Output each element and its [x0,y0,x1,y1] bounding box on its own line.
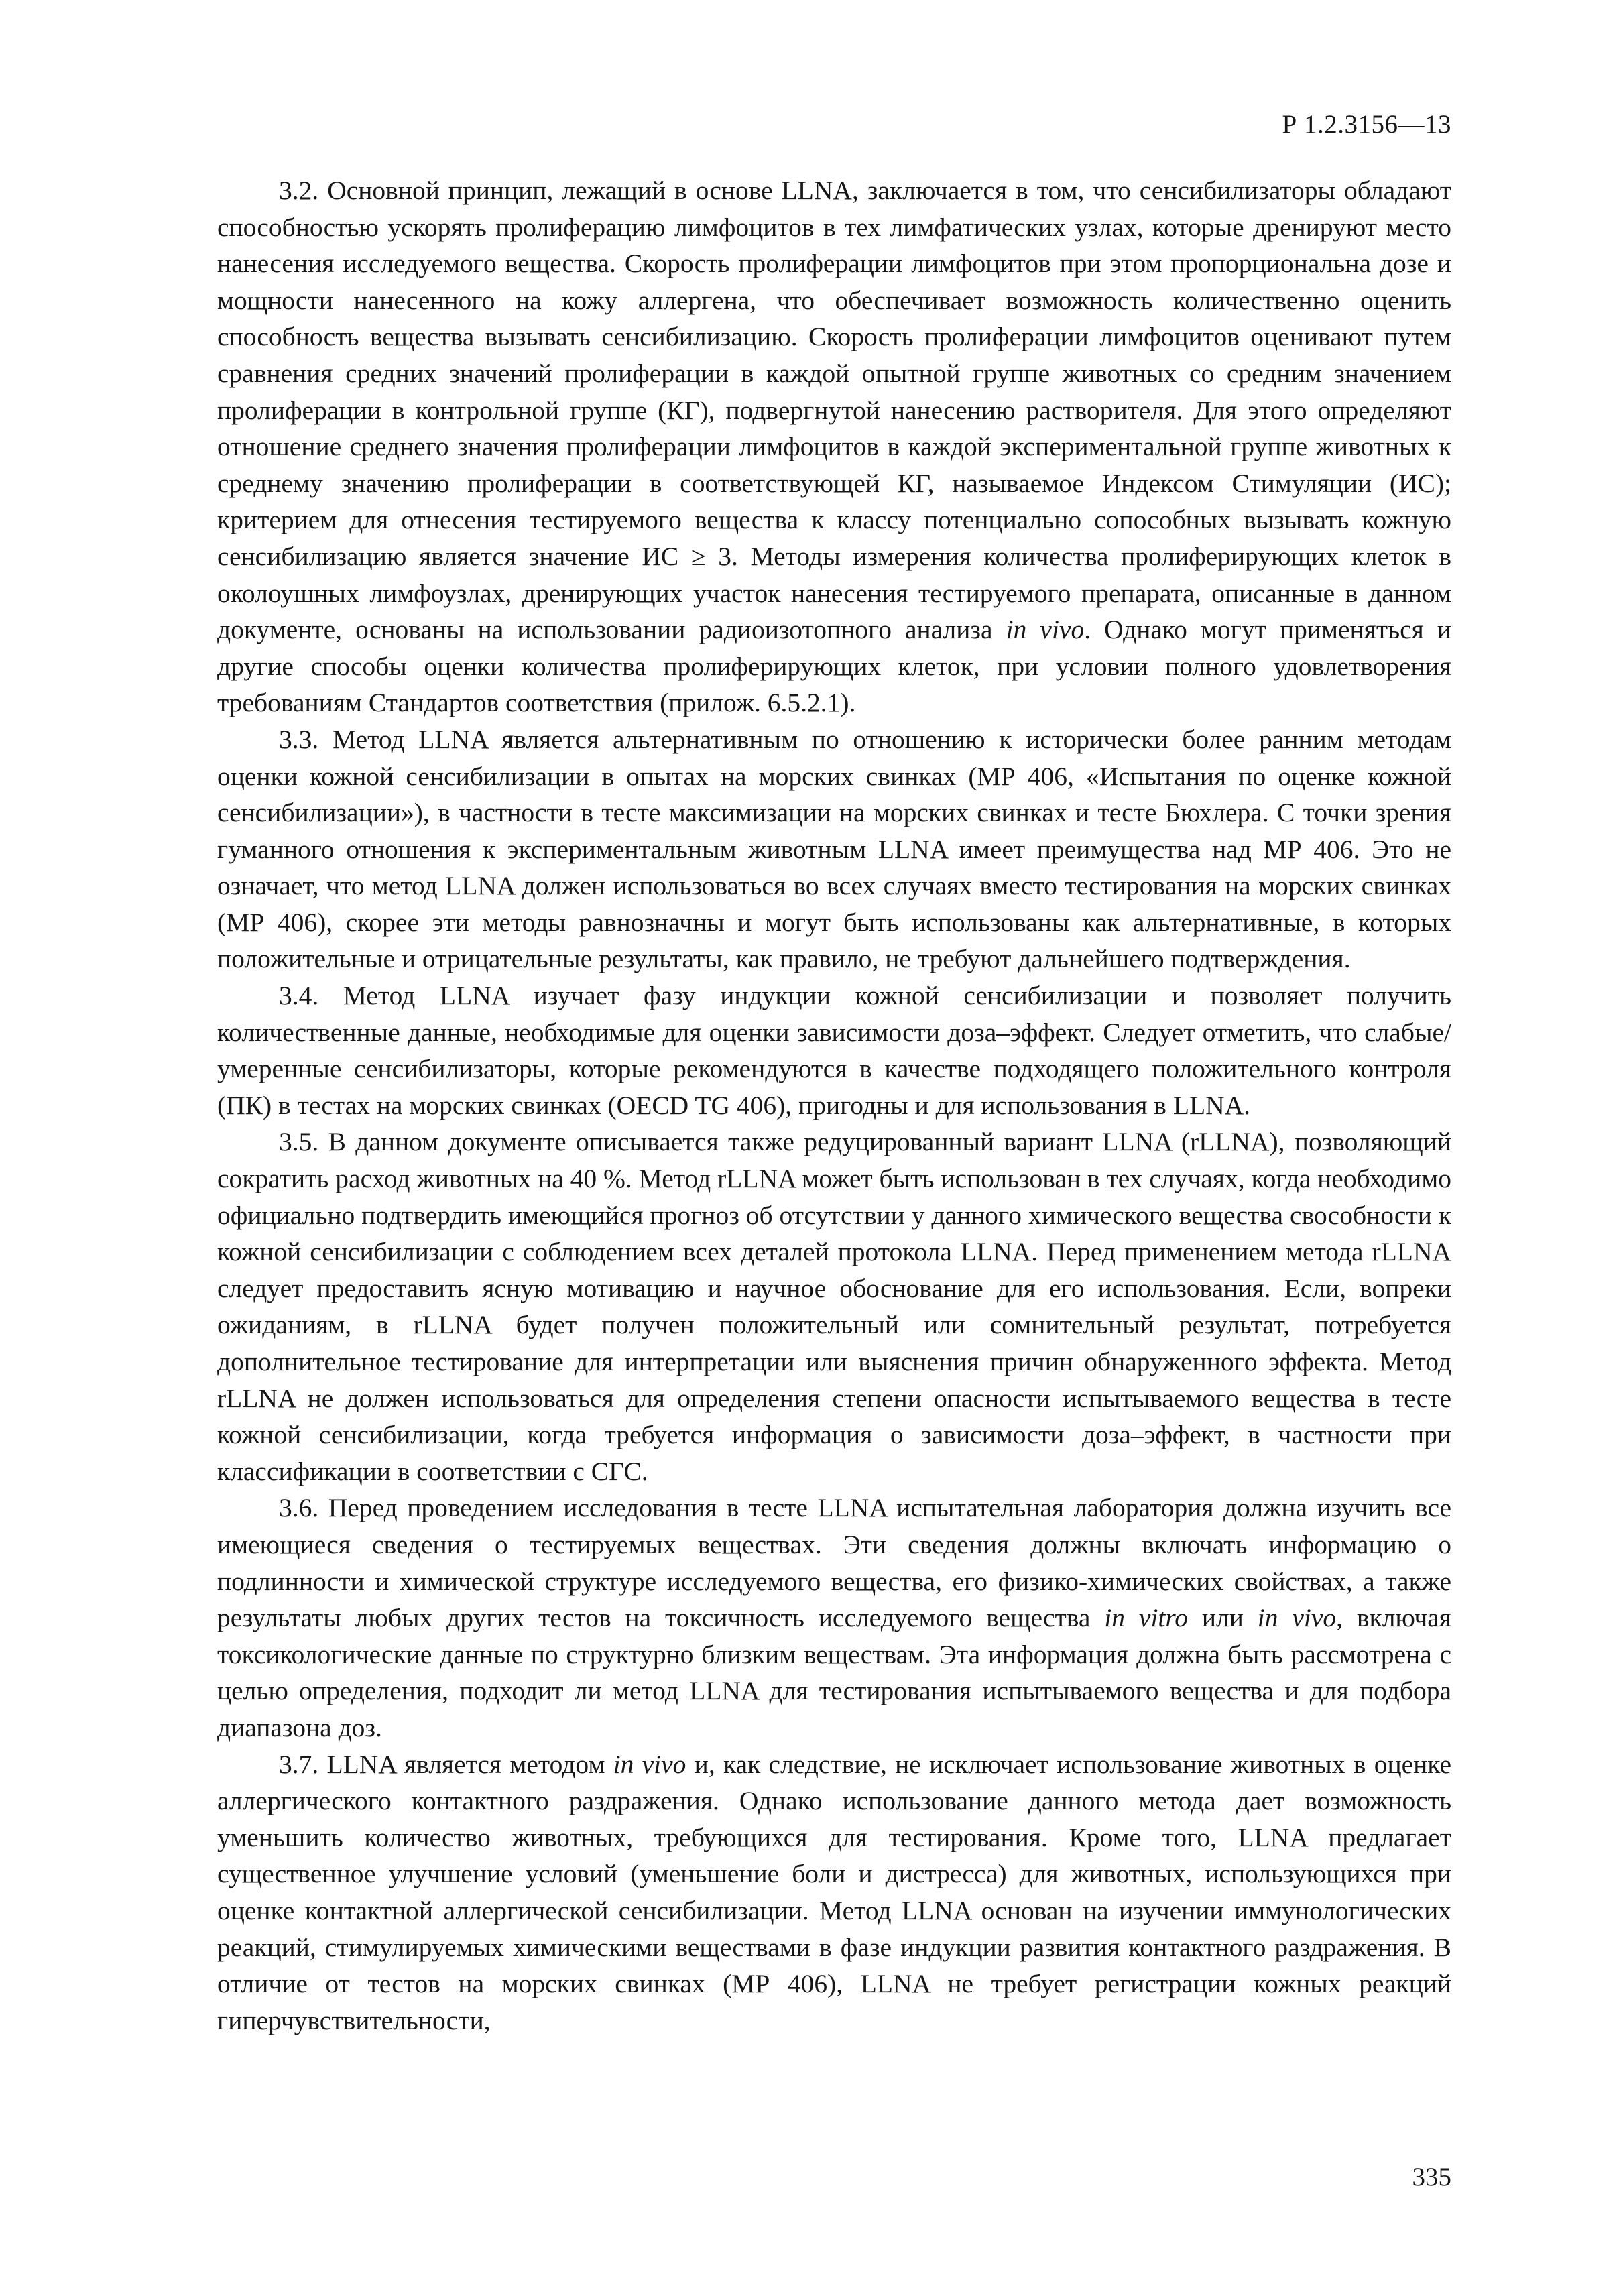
paragraph-text: 3.6. Перед проведением исследования в тесте LLNA испытательная лаборатория должна изучить все имеющиеся сведения о тестируемых веществах. Эти сведения должны включать информацию о подлинности и химической структуре исследуемого вещества, его физико-химических свойствах, а также результаты любых других тестов на токсичность исследуемого вещества [217,1493,1451,1633]
document-body [217,172,1451,2039]
page-number: 335 [1412,2163,1451,2191]
paragraph [217,1490,1451,1746]
italic-term: in vivo [1257,1603,1337,1633]
paragraph-text: 3.2. Основной принцип, лежащий в основе LLNA, заключается в том, что сенсибилизаторы обладают способностью ускорять пролиферацию лимфоцитов в тех лимфатических узлах, которые дренируют место нанесения исследуемого вещества. Скорость пролиферации лимфоцитов при этом пропорциональна дозе и мощности нанесенного на кожу аллергена, что обеспечивает возможность количественно оценить способность вещества вызывать сенсибилизацию. Скорость пролиферации лимфоцитов оценивают путем сравнения средних значений пролиферации в каждой опытной группе животных со средним значением пролиферации в контрольной группе (КГ), подвергнутой нанесению растворителя. Для этого определяют отношение среднего значения пролиферации лимфоцитов в каждой экспериментальной группе животных к среднему значению пролиферации в соответствующей КГ, называемое Индексом Стимуляции (ИС); критерием для отнесения тестируемого вещества к классу потенциально сопособных вызывать кожную сенсибилизацию является значение ИС ≥ 3. Методы измерения количества пролиферирующих клеток в околоушных лимфоузлах, дренирующих участок нанесения тестируемого препарата, описанные в данном документе, основаны на использовании радиоизотопного анализа [217,176,1451,645]
paragraph-text: 3.5. В данном документе описывается также редуцированный вариант LLNA (rLLNA), позволяющий сократить расход животных на 40 %. Метод rLLNA может быть использован в тех случаях, когда необходимо официально подтвердить имеющийся прогноз об отсутствии у данного химического вещества свособности к кожной сенсибилизации с соблюдением всех деталей протокола LLNA. Перед применением метода rLLNA следует предоставить ясную мотивацию и научное обоснование для его использования. Если, вопреки ожиданиям, в rLLNA будет получен положительный или сомнительный результат, потребуется дополнительное тестирование для интерпретации или выяснения причин обнаруженного эффекта. Метод rLLNA не должен использоваться для определения степени опасности испытываемого вещества в тесте кожной сенсибилизации, когда требуется информация о зависимости доза–эффект, в частности при классификации в соответствии с СГС. [217,1127,1451,1486]
paragraph-text: или [1188,1603,1258,1633]
paragraph [217,1746,1451,2039]
paragraph [217,977,1451,1124]
italic-term: in vivo [613,1749,686,1779]
paragraph-text: , включая токсикологические данные по структурно близким веществам. Эта информация должна быть рассмотрена с целью определения, подходит ли метод LLNA для тестирования испытываемого вещества и для подбора диапазона доз. [217,1603,1451,1742]
paragraph [217,172,1451,721]
paragraph-text: . Однако могут применяться и другие способы оценки количества пролиферирующих клеток, при условии полного удовлетворения требованиям Стандартов соответствия (прилож. 6.5.2.1). [217,615,1452,718]
document-code-header: Р 1.2.3156—13 [1282,110,1451,139]
paragraph-text: и, как следствие, не исключает использование животных в оценке аллергического контактного раздражения. Однако использование данного метода дает возможность уменьшить количество животных, требующихся для тестирования. Кроме того, LLNA предлагает существенное улучшение условий (уменьшение боли и дистресса) для животных, использующихся при оценке контактной аллергической сенсибилизации. Метод LLNA основан на изучении иммунологических реакций, стимулируемых химическими веществами в фазе индукции развития контактного раздражения. В отличие от тестов на морских свинках (МР 406), LLNA не требует регистрации кожных реакций гиперчувствительности, [217,1749,1452,2035]
italic-term: in vitro [1104,1603,1189,1633]
paragraph [217,721,1451,977]
paragraph-text: 3.7. LLNA является методом [279,1749,613,1779]
italic-term: in vivo [1006,615,1085,645]
paragraph-text: 3.4. Метод LLNA изучает фазу индукции кожной сенсибилизации и позволяет получить количественные данные, необходимые для оценки зависимости доза–эффект. Следует отметить, что слабые/умеренные сенсибилизаторы, которые рекомендуются в качестве подходящего положительного контроля (ПК) в тестах на морских свинках (OECD TG 406), пригодны и для использования в LLNA. [217,981,1451,1120]
paragraph [217,1124,1451,1490]
paragraph-text: 3.3. Метод LLNA является альтернативным по отношению к исторически более ранним методам оценки кожной сенсибилизации в опытах на морских свинках (МР 406, «Испытания по оценке кожной сенсибилизации»), в частности в тесте максимизации на морских свинках и тесте Бюхлера. С точки зрения гуманного отношения к экспериментальным животным LLNA имеет преимущества над МР 406. Это не означает, что метод LLNA должен использоваться во всех случаях вместо тестирования на морских свинках (МР 406), скорее эти методы равнозначны и могут быть использованы как альтернативные, в которых положительные и отрицательные результаты, как правило, не требуют дальнейшего подтверждения. [217,724,1451,974]
